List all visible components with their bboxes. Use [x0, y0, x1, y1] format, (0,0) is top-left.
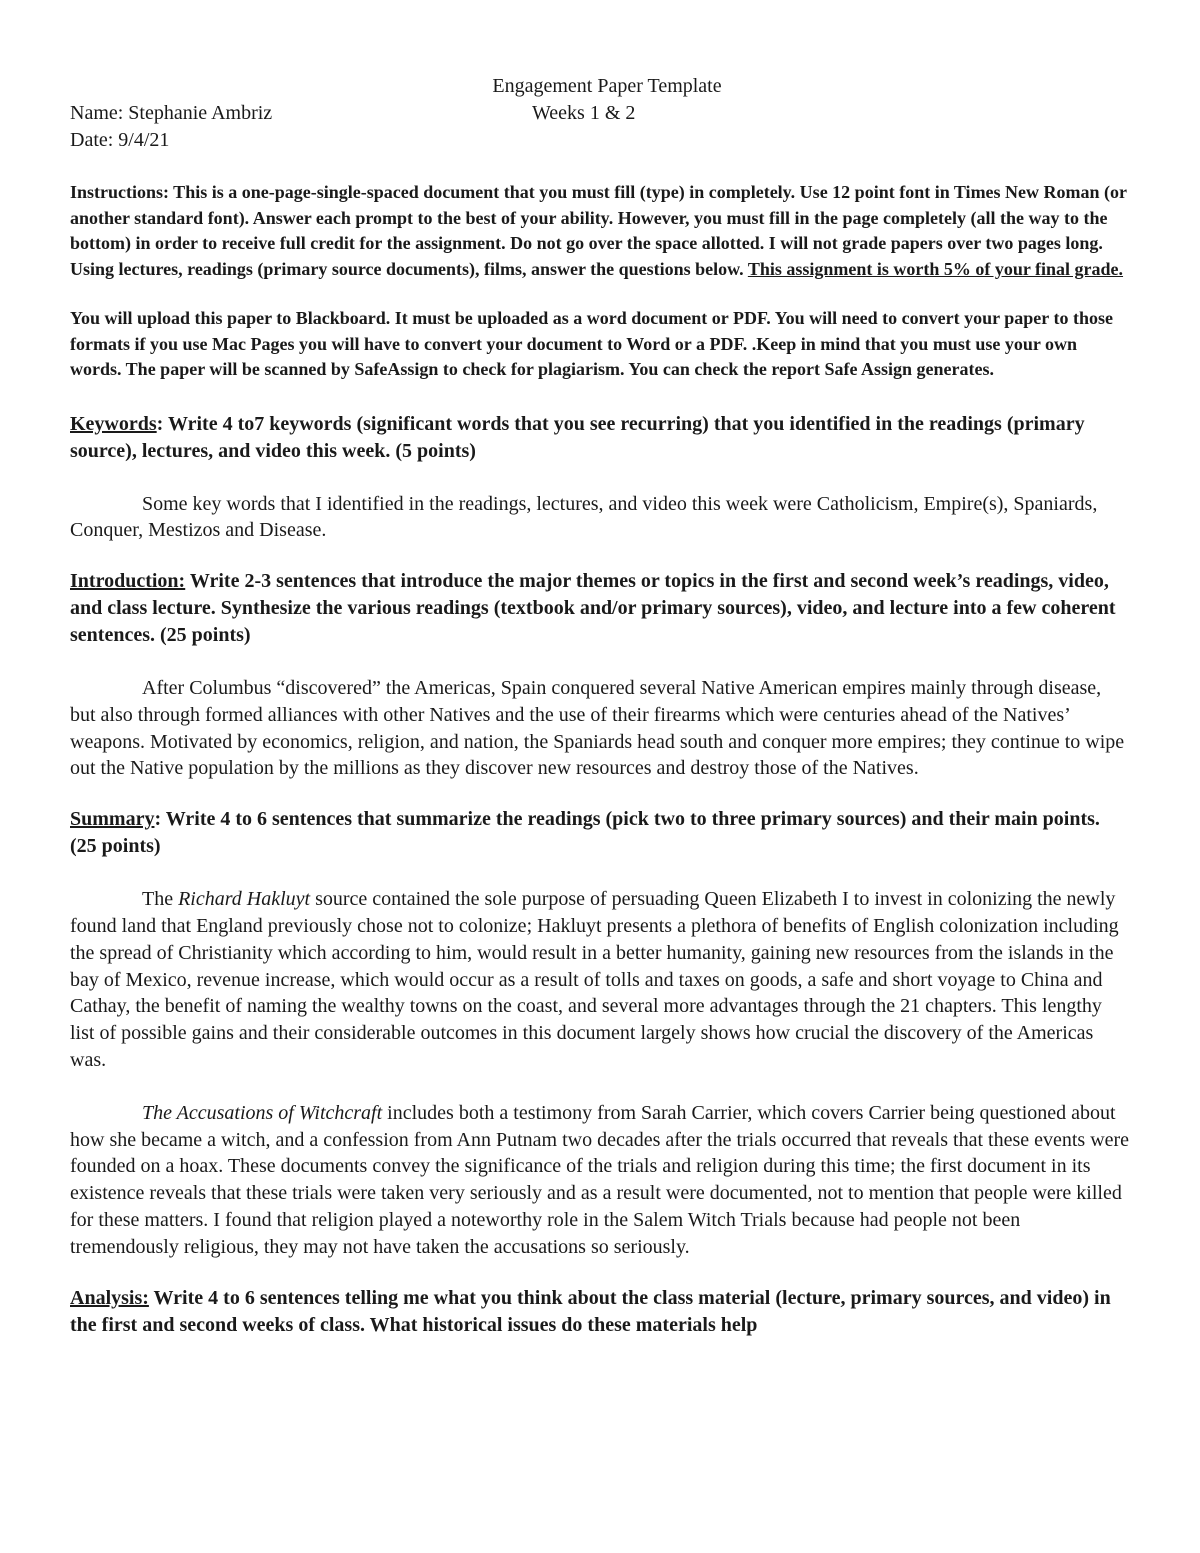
summary-answer-2 — [70, 1100, 1130, 1261]
introduction-heading: Introduction: — [70, 570, 186, 593]
instructions-paragraph — [70, 180, 1130, 282]
date-row — [70, 127, 1130, 154]
keywords-prompt-text: : Write 4 to7 keywords (significant words that you see recurring) that you identified in the readings (primary source), lectures, and video this week. (5 points) — [70, 412, 1085, 462]
weeks-label: Weeks 1 & 2 — [532, 102, 636, 124]
summary-p2-source-title: The Accusations of Witchcraft — [142, 1101, 383, 1124]
student-name: Name: Stephanie Ambriz — [70, 102, 273, 124]
summary-answer-1 — [70, 886, 1130, 1074]
date-field: Date: 9/4/21 — [70, 129, 170, 151]
analysis-heading: Analysis: — [70, 1286, 149, 1309]
page-title: Engagement Paper Template — [492, 75, 722, 97]
introduction-answer: After Columbus “discovered” the Americas, Spain conquered several Native American empires mainly through disease, but also through formed alliances with other Natives and the use of their firearms which were centuries ahead of the Natives’ weapons. Motivated by economics, religion, and nation, the Spaniards head south and conquer more empires; they continue to wipe out the Native population by the millions as they discover new resources and destroy those of the Natives. — [70, 677, 1125, 780]
document-page — [70, 72, 1130, 1339]
keywords-heading: Keywords — [70, 412, 157, 435]
keywords-answer: Some key words that I identified in the readings, lectures, and video this week were Catholicism, Empire(s), Spaniards, Conquer, Mestizos and Disease. — [70, 492, 1098, 542]
upload-note: You will upload this paper to Blackboard. It must be uploaded as a word document or PDF. You will need to convert your paper to those formats if you use Mac Pages you will have to convert your document to Word or a PDF. .Keep in mind that you must use your own words. The paper will be scanned by SafeAssign to check for plagiarism. You can check the report Safe Assign generates. — [70, 308, 1113, 379]
summary-heading: Summary — [70, 808, 155, 831]
summary-p1-lead: The — [142, 888, 179, 911]
summary-prompt — [70, 806, 1130, 860]
summary-p1-source-title: Richard Hakluyt — [178, 888, 311, 911]
summary-p2-text: includes both a testimony from Sarah Carrier, which covers Carrier being questioned about how she became a witch, and a confession from Ann Putnam two decades after the trials occurred that reveals that these events were founded on a hoax. These documents convey the significance of the trials and religion during this time; the first document in its existence reveals that these trials were taken very seriously and as a result were documented, not to mention that people were killed for these matters. I found that religion played a noteworthy role in the Salem Witch Trials because had people not been tremendously religious, they may not have taken the accusations so seriously. — [70, 1101, 1130, 1258]
introduction-prompt-text: Write 2-3 sentences that introduce the major themes or topics in the first and second week’s readings, video, and class lecture. Synthesize the various readings (textbook and/or primary sources), video, and lecture into a few coherent sentences. (25 points) — [70, 570, 1116, 647]
keywords-prompt — [70, 411, 1130, 465]
analysis-prompt-text: Write 4 to 6 sentences telling me what you think about the class material (lecture, primary sources, and video) in the first and second weeks of class. What historical issues do these materials help — [70, 1286, 1111, 1336]
grade-weight-note: This assignment is worth 5% of your final grade. — [747, 258, 1124, 279]
instructions-text: Instructions: This is a one-page-single-spaced document that you must fill (type) in completely. Use 12 point font in Times New Roman (or another standard font). Answer each prompt to the best of your ability. However, you must fill in the page completely (all the way to the bottom) in order to receive full credit for the assignment. Do not go over the space allotted. I will not grade papers over two pages long. Using lectures, readings (primary source documents), films, answer the questions below. — [70, 182, 1127, 279]
summary-prompt-text: : Write 4 to 6 sentences that summarize the readings (pick two to three primary sources) and their main points. (25 points) — [70, 808, 1100, 858]
analysis-prompt — [70, 1285, 1130, 1339]
name-row — [70, 100, 1130, 127]
introduction-prompt — [70, 568, 1130, 649]
summary-p1-text: source contained the sole purpose of persuading Queen Elizabeth I to invest in colonizing the newly found land that England previously chose not to colonize; Hakluyt presents a plethora of benefits of English colonization including the spread of Christianity which according to him, would result in a better humanity, gaining new resources from the islands in the bay of Mexico, revenue increase, which would occur as a result of tolls and taxes on goods, a safe and short voyage to China and Cathay, the benefit of naming the wealthy towns on the coast, and several more advantages through the 21 chapters. This lengthy list of possible gains and their considerable outcomes in this document largely shows how crucial the discovery of the Americas was. — [70, 888, 1119, 1072]
